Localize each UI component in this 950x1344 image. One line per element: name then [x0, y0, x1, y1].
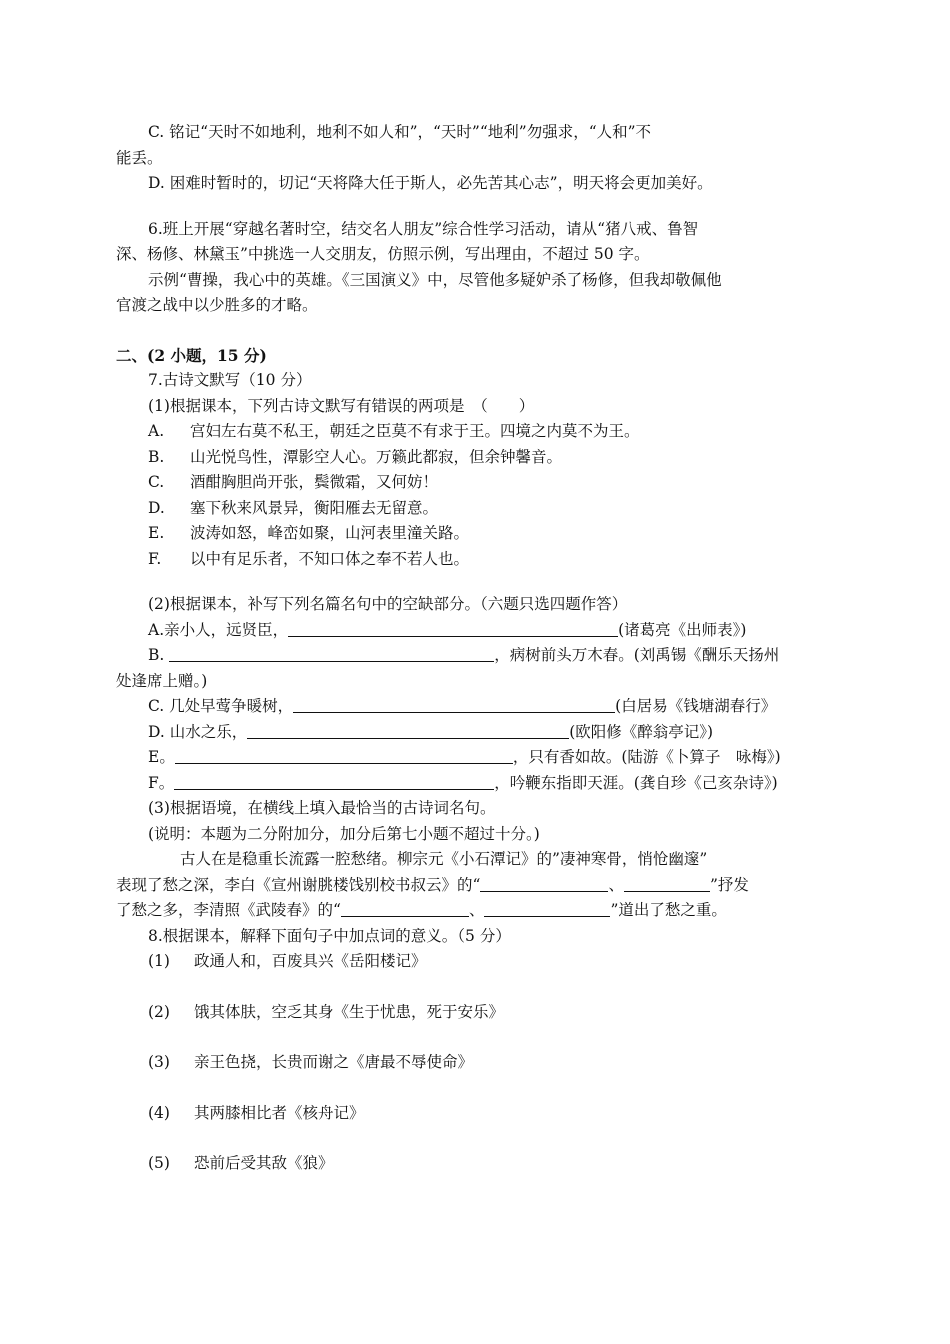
q5-option-c-line1: C. 铭记“天时不如地利，地利不如人和”，“天时”“地利”勿强求，“人和”不: [148, 123, 652, 141]
q7-part2-f: [116, 771, 838, 797]
q7-part2-c: [116, 694, 838, 720]
option-key: B.: [148, 447, 165, 466]
line-suffix: ”道出了愁之重。: [610, 901, 727, 919]
line-source: ，只有香如故。(陆游《卜算子 咏梅》): [512, 748, 781, 766]
option-text: 波涛如怒，峰峦如聚，山河表里潼关路。: [190, 524, 470, 542]
q7-part2-a: [116, 618, 838, 644]
q8-title: 8.根据课本，解释下面句子中加点词的意义。（5 分）: [148, 926, 511, 945]
answer-blank[interactable]: [484, 899, 610, 917]
line-prefix: D. 山水之乐，: [148, 722, 248, 741]
line-prefix: C. 几处早莺争暖树，: [148, 697, 294, 715]
line-source: (白居易《钱塘湖春行》: [615, 697, 777, 715]
option-key: E.: [148, 524, 165, 542]
option-text: 酒酣胸胆尚开张，鬓微霜，又何妨！: [190, 473, 439, 491]
answer-blank[interactable]: [174, 772, 494, 790]
q8-item-5: [116, 1151, 838, 1177]
answer-blank[interactable]: [247, 721, 569, 739]
line-source: (欧阳修《醉翁亭记》): [569, 722, 714, 741]
option-key: C.: [148, 473, 165, 491]
separator: 、: [468, 901, 485, 919]
item-text: 其两膝相比者《核舟记》: [194, 1103, 365, 1122]
line-prefix: 表现了愁之深，李白《宣州谢朓楼饯别校书叔云》的: [116, 875, 473, 894]
option-key: F.: [148, 549, 162, 568]
q7-part1-stem: (1)根据课本，下列古诗文默写有错误的两项是 （ ）: [148, 396, 535, 415]
q7-option-d: [116, 496, 838, 522]
item-text: 政通人和，百废具兴《岳阳楼记》: [194, 952, 427, 970]
option-text: 山光悦鸟性，潭影空人心。万籁此都寂，但余钟馨音。: [190, 447, 563, 466]
answer-blank[interactable]: [293, 695, 615, 713]
answer-blank[interactable]: [288, 619, 618, 637]
line-prefix: A.亲小人，远贤臣，: [148, 620, 289, 639]
q7-part2-b-line2: 处逢席上赠。): [116, 671, 208, 690]
q7-part3-stem: (3)根据语境，在横线上填入最恰当的古诗词名句。: [148, 799, 496, 817]
item-text: 饿其体肤，空乏其身《生于忧患，死于安乐》: [194, 1002, 505, 1021]
answer-blank[interactable]: [341, 899, 469, 917]
section-2-title: 二、(2 小题，15 分): [116, 345, 267, 365]
q6-stem-line1: 6.班上开展“穿越名著时空，结交名人朋友”综合性学习活动，请从“猪八戒、鲁智: [148, 219, 699, 238]
answer-blank[interactable]: [480, 874, 608, 892]
q7-part3-line1: 古人在是稳重长流露一腔愁绪。柳宗元《小石潭记》的”凄神寒骨，悄怆幽邃”: [180, 850, 708, 868]
line-prefix: E。: [148, 748, 175, 766]
q6-example-line2: 官渡之战中以少胜多的才略。: [116, 296, 318, 314]
q8-item-4: [116, 1101, 838, 1127]
line-source: (诸葛亮《出师表》): [618, 620, 747, 639]
q8-item-1: [116, 949, 838, 975]
quote-mark: “: [333, 901, 341, 919]
line-prefix: B.: [148, 646, 170, 664]
q7-option-b: [116, 445, 838, 471]
exam-page: [116, 120, 838, 1177]
q6-example-line1: 示例“曹操，我心中的英雄。《三国演义》中，尽管他多疑妒杀了杨修，但我却敬佩他: [148, 270, 722, 289]
q7-part2-e: [116, 745, 838, 771]
option-text: 以中有足乐者，不知口体之奉不若人也。: [190, 549, 470, 568]
q7-part3-note: (说明：本题为二分附加分，加分后第七小题不超过十分。): [148, 824, 540, 843]
q7-option-f: [116, 547, 838, 573]
q7-part2-b: [116, 643, 838, 669]
q7-part2-stem: (2)根据课本，补写下列名篇名句中的空缺部分。（六题只选四题作答）: [148, 595, 628, 613]
line-prefix: 了愁之多，李清照《武陵春》的: [116, 901, 334, 919]
option-key: D.: [148, 498, 165, 517]
option-key: A.: [148, 422, 165, 440]
separator: 、: [608, 875, 624, 894]
q7-option-e: [116, 521, 838, 547]
item-key: (4): [148, 1103, 170, 1122]
q8-item-2: [116, 1000, 838, 1026]
item-key: (5): [148, 1154, 170, 1172]
line-suffix: ”抒发: [709, 875, 749, 894]
line-source: ，病树前头万木春。(刘禹锡《酬乐天扬州: [494, 646, 780, 664]
answer-blank[interactable]: [175, 746, 513, 764]
q7-part2-d: [116, 720, 838, 746]
answer-blank[interactable]: [624, 874, 710, 892]
item-key: (1): [148, 952, 170, 970]
option-text: 宫妇左右莫不私王，朝廷之臣莫不有求于王。四境之内莫不为王。: [190, 422, 640, 440]
q7-title: 7.古诗文默写（10 分）: [148, 371, 312, 389]
item-text: 亲王色挠，长贵而谢之《唐最不辱使命》: [194, 1053, 474, 1071]
q7-option-c: [116, 470, 838, 496]
q7-part3-line3: [116, 898, 838, 924]
item-key: (3): [148, 1053, 170, 1071]
line-prefix: F。: [148, 773, 175, 792]
q8-item-3: [116, 1050, 838, 1076]
item-key: (2): [148, 1002, 170, 1021]
q6-stem-line2: 深、杨修、林黛玉”中挑选一人交朋友，仿照示例，写出理由，不超过 50 字。: [116, 245, 650, 263]
line-source: ，吟鞭东指即天涯。(龚自珍《己亥杂诗》): [494, 773, 778, 792]
option-text: 塞下秋来风景异，衡阳雁去无留意。: [190, 498, 439, 517]
item-text: 恐前后受其敌《狼》: [194, 1154, 334, 1172]
q7-option-a: [116, 419, 838, 445]
q7-part3-line2: [116, 873, 838, 899]
answer-blank[interactable]: [169, 644, 494, 662]
quote-mark: “: [472, 875, 481, 894]
q5-option-d: D. 困难时暂时的，切记“天将降大任于斯人，必先苦其心志”，明天将会更加美好。: [148, 174, 713, 192]
q5-option-c-line2: 能丢。: [116, 148, 163, 167]
